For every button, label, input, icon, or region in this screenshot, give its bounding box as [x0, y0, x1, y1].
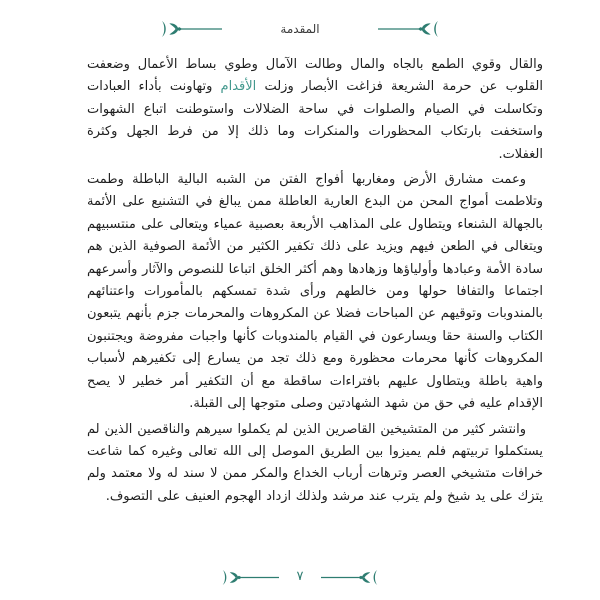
header-ornament-left-icon — [378, 19, 440, 39]
footer-ornament-left-icon — [321, 568, 379, 587]
paragraph-1-text-end: وتهاونت بأداء العبادات وتكاسلت في الصيام والصلوات في ساحة الضلالات واستوطنت اتباع الشهوات واستخفت بارتكاب المحظورات والمنكرات وما ذلك إلا من فرط الجهل وكثرة الغفلات. — [87, 79, 543, 162]
paragraph-1 — [87, 54, 543, 166]
page-header — [0, 17, 600, 41]
header-ornament-right-icon — [160, 19, 222, 39]
page-body — [87, 54, 543, 511]
highlighted-term[interactable]: الأقدام — [220, 79, 257, 95]
footer-ornament-right-icon — [221, 568, 279, 587]
chapter-title: المقدمة — [280, 22, 320, 36]
paragraph-3: وانتشر كثير من المتشيخين القاصرين الذين لم يكملوا سيرهم والناقصين الذين لم يستكملوا تربيتهم فلم يميزوا بين الطريق الموصل إلى الله تعالى وغيره كما شاعت خرافات متشيخي العصر وترهات أرباب الخداع والمكر ممن لا سند له ولا معتمد ولم يتزك على يد شيخ ولم يترب عند مرشد ولذلك ازداد الهجوم العنيف على التصوف. — [87, 421, 543, 504]
page-number: ٧ — [296, 569, 304, 584]
page-footer — [0, 566, 600, 588]
paragraph-1-text-start: والقال وقوي الطمع بالجاه والمال وطالت الآمال وطوي بساط الأعمال وضعفت القلوب عن حرمة الشريعة فزاغت الأبصار وزلت — [87, 57, 543, 95]
paragraph-2: وعمت مشارق الأرض ومغاربها أفواج الفتن من الشبه البالية الباطلة وطمت وتلاطمت أمواج المحن من البدع العارية العاطلة ممن يبالغ في التشنيع على الأئمة بالجهالة الشنعاء ويتطاول على المذاهب الأربعة بعصبية عمياء ويتعالى على منتسبيهم ويتغالى في الطعن فيهم ويزيد على ذلك تكفير الكثير من الأئمة الصوفية الذين هم سادة الأمة وعبادها وأولياؤها وزهادها وهم أكثر الخلق اتباعا للنصوص والآثار وأسرعهم اجتماعا والتفافا حولها ومن خالطهم ورأى شدة تمسكهم بالمأمورات واعتنائهم بالمندوبات وتوقيهم عن المباحات فضلا عن المكروهات والمحرمات جزم بأنهم يتبعون الكتاب والسنة حقا ويسارعون في القيام بالمندوبات كأنها واجبات مفروضة ويجتنبون المكروهات كأنها محرمات محظورة ومع ذلك تجد من يسارع إلى تكفيرهم لأسباب واهية باطلة ويتطاول عليهم بافتراءات ساقطة مع أن التكفير أمر خطير لا يصح الإقدام عليه في حق من شهد الشهادتين وصلى متوجها إلى القبلة. — [87, 172, 543, 412]
